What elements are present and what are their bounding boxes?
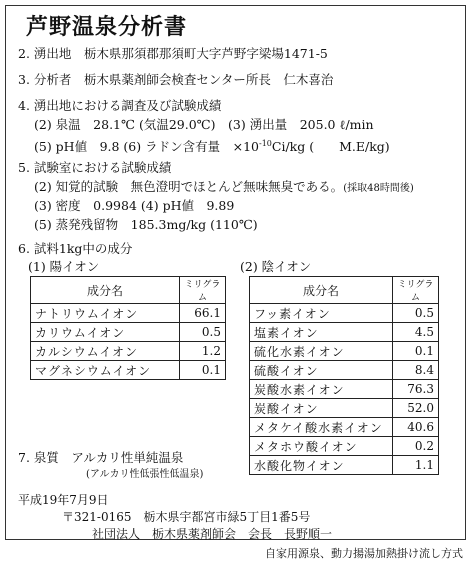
anion-name-cell: メタケイ酸水素イオン [250, 418, 393, 437]
cation-name-cell: カリウムイオン [31, 323, 180, 342]
anion-row [250, 437, 439, 456]
anion-heading: (2) 陰イオン [240, 259, 312, 274]
anion-value-cell: 4.5 [393, 323, 439, 342]
cation-row [31, 323, 226, 342]
cation-heading: (1) 陽イオン [28, 259, 100, 274]
anion-row [250, 304, 439, 323]
item-density-ph: (3) 密度 0.9984 (4) pH値 9.89 [34, 198, 235, 213]
anion-row [250, 323, 439, 342]
item-evaporation-residue: (5) 蒸発残留物 185.3mg/kg (110℃) [34, 217, 258, 232]
anion-name-cell: 水酸化物イオン [250, 456, 393, 475]
anion-name-cell: メタホウ酸イオン [250, 437, 393, 456]
anion-col-name: 成分名 [250, 277, 393, 304]
item-analyst: 3. 分析者 栃木県薬剤師会検査センター所長 仁木喜治 [18, 72, 334, 87]
radon-exponent: -10 [259, 139, 272, 148]
cation-value-cell: 1.2 [180, 342, 226, 361]
item-spring-quality: 7. 泉質 アルカリ性単純温泉 [18, 450, 184, 465]
item-temperature-flow: (2) 泉温 28.1℃ (気温29.0℃) (3) 湧出量 205.0 ℓ/min [34, 117, 374, 132]
anion-value-cell: 0.5 [393, 304, 439, 323]
anion-value-cell: 8.4 [393, 361, 439, 380]
cation-table [30, 276, 226, 380]
analysis-sheet [5, 5, 466, 540]
cation-row [31, 361, 226, 380]
item-ph-radon [34, 136, 390, 155]
page-title: 芦野温泉分析書 [26, 15, 188, 40]
cation-value-cell: 0.5 [180, 323, 226, 342]
cation-row [31, 342, 226, 361]
anion-row [250, 399, 439, 418]
anion-name-cell: 硫酸イオン [250, 361, 393, 380]
item-sensory-test [34, 179, 414, 197]
anion-row [250, 361, 439, 380]
anion-value-cell: 0.1 [393, 342, 439, 361]
cation-value-cell: 66.1 [180, 304, 226, 323]
anion-name-cell: 塩素イオン [250, 323, 393, 342]
anion-value-cell: 52.0 [393, 399, 439, 418]
cation-col-name: 成分名 [31, 277, 180, 304]
anion-col-mg: ミリグラム [393, 277, 439, 304]
cation-header-row [31, 277, 226, 304]
item-field-results-heading: 4. 湧出地における調査及び試験成績 [18, 98, 222, 113]
sensory-test-text: (2) 知覚的試験 無色澄明でほとんど無味無臭である。 [34, 179, 344, 194]
anion-table [249, 276, 439, 475]
issuer-name: 社団法人 栃木県薬剤師会 会長 長野順一 [92, 527, 333, 541]
anion-header-row [250, 277, 439, 304]
issuer-address: 〒321-0165 栃木県宇都宮市緑5丁目1番5号 [62, 510, 311, 524]
sensory-test-note: (採取48時間後) [343, 183, 414, 194]
cation-value-cell: 0.1 [180, 361, 226, 380]
anion-name-cell: 炭酸水素イオン [250, 380, 393, 399]
item-components-heading: 6. 試料1kg中の成分 [18, 241, 133, 256]
anion-row [250, 342, 439, 361]
anion-row [250, 380, 439, 399]
footer-note: 自家用源泉、動力揚湯加熱掛け流し方式 [265, 547, 463, 560]
anion-row [250, 456, 439, 475]
spring-quality-note: (アルカリ性低張性低温泉) [86, 469, 204, 480]
cation-name-cell: カルシウムイオン [31, 342, 180, 361]
cation-row [31, 304, 226, 323]
anion-value-cell: 40.6 [393, 418, 439, 437]
anion-value-cell: 1.1 [393, 456, 439, 475]
anion-value-cell: 0.2 [393, 437, 439, 456]
anion-name-cell: 炭酸イオン [250, 399, 393, 418]
item-lab-results-heading: 5. 試験室における試験成績 [18, 160, 172, 175]
anion-name-cell: フッ素イオン [250, 304, 393, 323]
radon-unit: Ci/kg ( M.E/kg) [271, 139, 390, 154]
issue-date: 平成19年7月9日 [18, 493, 109, 507]
cation-col-mg: ミリグラム [180, 277, 226, 304]
cation-name-cell: マグネシウムイオン [31, 361, 180, 380]
anion-name-cell: 硫化水素イオン [250, 342, 393, 361]
item-spring-location: 2. 湧出地 栃木県那須郡那須町大字芦野字梁場1471-5 [18, 46, 328, 61]
anion-value-cell: 76.3 [393, 380, 439, 399]
ph-radon-text: (5) pH値 9.8 (6) ラドン含有量 ×10 [34, 139, 259, 154]
cation-name-cell: ナトリウムイオン [31, 304, 180, 323]
anion-row [250, 418, 439, 437]
